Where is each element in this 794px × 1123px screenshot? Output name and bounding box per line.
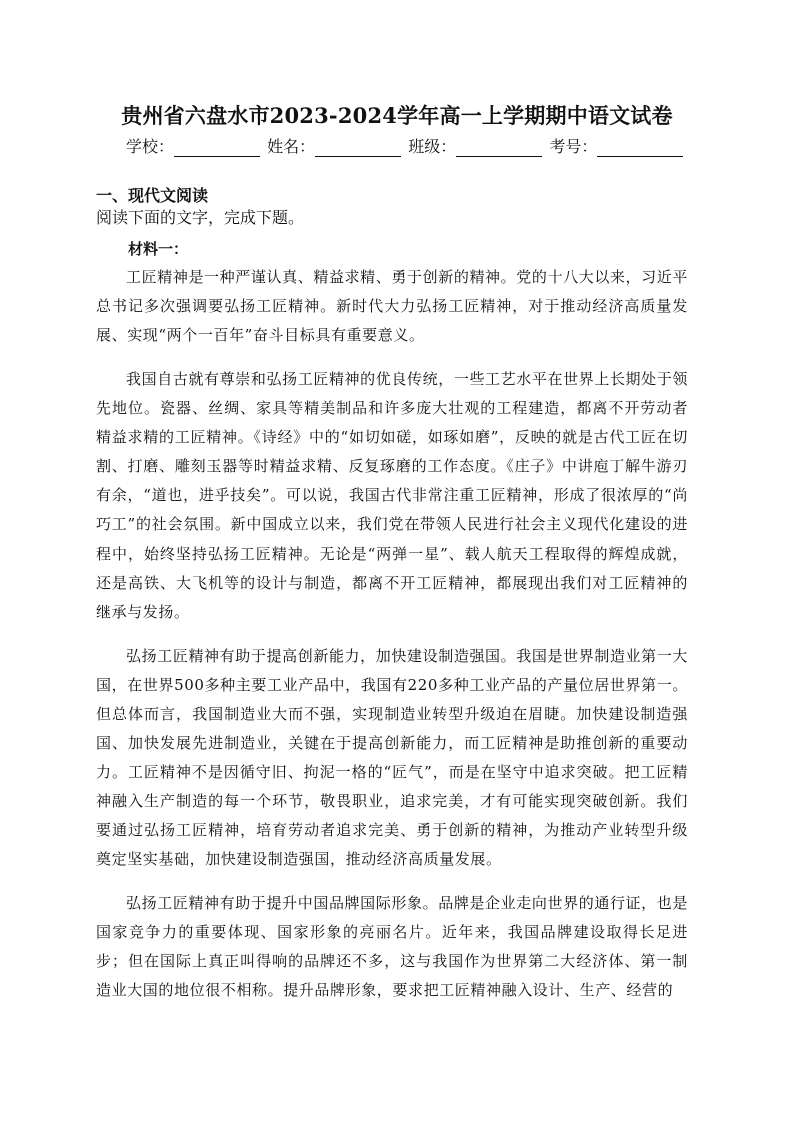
- paragraph: 工匠精神是一种严谨认真、精益求精、勇于创新的精神。党的十八大以来，习近平总书记多次强调要弘扬工匠精神。新时代大力弘扬工匠精神，对于推动经济高质量发展、实现“两个一百年”奋斗目标具有重要意义。: [96, 268, 688, 345]
- class-label: 班级：: [408, 137, 457, 156]
- reading-instruction: 阅读下面的文字，完成下题。: [96, 208, 305, 227]
- school-blank[interactable]: [174, 140, 260, 157]
- paragraph: 弘扬工匠精神有助于提升中国品牌国际形象。品牌是企业走向世界的通行证，也是国家竞争力的重要体现、国家形象的亮丽名片。近年来，我国品牌建设取得长足进步；但在国际上真正叫得响的品牌还不多，这与我国作为世界第二大经济体、第一制造业大国的地位很不相称。提升品牌形象，要求把工匠精神融入设计、生产、经营的: [96, 893, 688, 1000]
- number-blank[interactable]: [597, 140, 683, 157]
- paragraph: 我国自古就有尊崇和弘扬工匠精神的优良传统，一些工艺水平在世界上长期处于领先地位。瓷器、丝绸、家具等精美制品和许多庞大壮观的工程建造，都离不开劳动者精益求精的工匠精神。《诗经》中的“如切如磋，如琢如磨”，反映的就是古代工匠在切割、打磨、雕刻玉器等时精益求精、反复琢磨的工作态度。《庄子》中讲庖丁解牛游刃有余，“道也，进乎技矣”。可以说，我国古代非常注重工匠精神，形成了很浓厚的“尚巧工”的社会氛围。新中国成立以来，我们党在带领人民进行社会主义现代化建设的进程中，始终坚持弘扬工匠精神。无论是“两弹一星”、载人航天工程取得的辉煌成就，还是高铁、大飞机等的设计与制造，都离不开工匠精神，都展现出我们对工匠精神的继承与发扬。: [96, 369, 688, 621]
- name-blank[interactable]: [315, 140, 401, 157]
- reading-passage: [96, 263, 688, 1020]
- exam-title: 贵州省六盘水市2023-2024学年高一上学期期中语文试卷: [121, 103, 673, 128]
- student-info-fields: [126, 134, 686, 157]
- school-label: 学校：: [126, 137, 175, 156]
- paragraph: 弘扬工匠精神有助于提高创新能力，加快建设制造强国。我国是世界制造业第一大国，在世界500多种主要工业产品中，我国有220多种工业产品的产量位居世界第一。但总体而言，我国制造业大而不强，实现制造业转型升级迫在眉睫。加快建设制造强国、加快发展先进制造业，关键在于提高创新能力，而工匠精神是助推创新的重要动力。工匠精神不是因循守旧、拘泥一格的“匠气”，而是在坚守中追求突破。把工匠精神融入生产制造的每一个环节，敬畏职业，追求完美，才有可能实现突破创新。我们要通过弘扬工匠精神，培育劳动者追求完美、勇于创新的精神，为推动产业转型升级奠定坚实基础，加快建设制造强国，推动经济高质量发展。: [96, 646, 688, 869]
- name-label: 姓名：: [267, 137, 316, 156]
- number-label: 考号：: [549, 137, 598, 156]
- material-label: 材料一：: [128, 240, 189, 258]
- section-heading: 一、现代文阅读: [96, 186, 209, 205]
- class-blank[interactable]: [456, 140, 542, 157]
